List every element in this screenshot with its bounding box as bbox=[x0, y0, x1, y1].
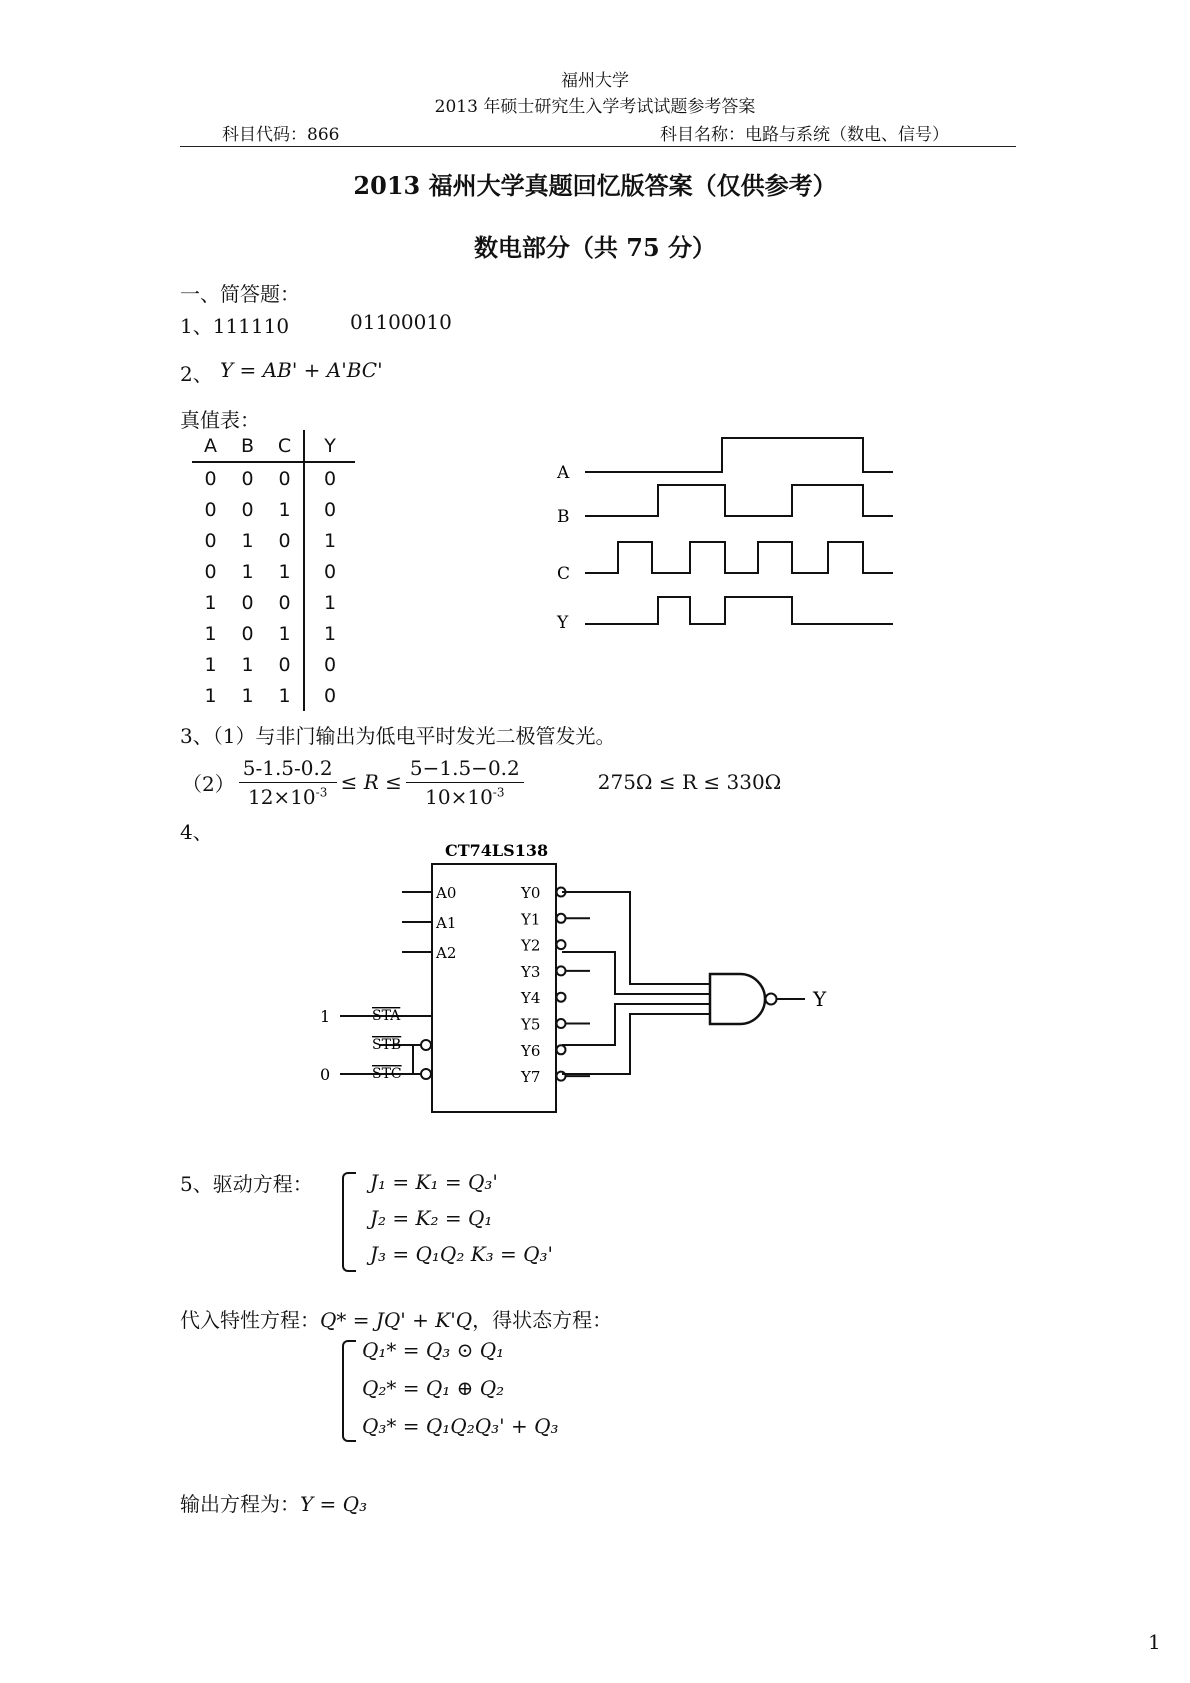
truth-table-header-cell: Y bbox=[304, 430, 355, 462]
stbc-value: 0 bbox=[320, 1065, 331, 1084]
output-bubble-y6 bbox=[557, 1045, 566, 1054]
truth-table-cell: 1 bbox=[241, 653, 254, 676]
truth-table-cell: 0 bbox=[304, 556, 355, 587]
waveform-y bbox=[585, 597, 893, 624]
state-eq-3: Q₃* = Q₁Q₂Q₃' + Q₃ bbox=[362, 1414, 559, 1438]
truth-table-cell: 0 bbox=[278, 467, 291, 490]
university-name: 福州大学 bbox=[561, 71, 629, 91]
input-a1: A1 bbox=[436, 914, 457, 932]
truth-table-cell: 1 bbox=[278, 622, 291, 645]
nand-gate bbox=[710, 974, 765, 1024]
q1-heading: 一、简答题： bbox=[180, 282, 300, 306]
truth-table-cell: 0 bbox=[241, 591, 254, 614]
subject-code: 科目代码：866 bbox=[222, 125, 340, 145]
sta-value: 1 bbox=[320, 1007, 331, 1026]
state-eq-2: Q₂* = Q₁ ⊕ Q₂ bbox=[362, 1376, 505, 1400]
truth-table-header-cell: C bbox=[266, 430, 304, 462]
truth-table-cell: 1 bbox=[204, 622, 217, 645]
drive-eq-1: J₁ = K₁ = Q₃' bbox=[370, 1170, 498, 1194]
output-bubble-y2 bbox=[557, 940, 566, 949]
truth-table-cell: 0 bbox=[241, 498, 254, 521]
truth-table-cell: 0 bbox=[204, 498, 217, 521]
truth-table-cell: 1 bbox=[204, 684, 217, 707]
enable-sta: STA bbox=[372, 1008, 401, 1024]
page-number: 1 bbox=[1148, 1630, 1161, 1654]
waveform-c bbox=[585, 542, 893, 573]
truth-table-header-cell: B bbox=[229, 430, 266, 462]
truth-table-cell: 0 bbox=[304, 649, 355, 680]
fraction-2-numerator: 5−1.5−0.2 bbox=[406, 756, 524, 783]
truth-table-row bbox=[192, 494, 355, 525]
truth-table-header-cell: A bbox=[192, 430, 229, 462]
output-bubble-y4 bbox=[557, 993, 566, 1002]
output-bubble-y1 bbox=[557, 914, 566, 923]
header-rule bbox=[180, 146, 1016, 147]
state-eq-1: Q₁* = Q₃ ⊙ Q₁ bbox=[362, 1338, 505, 1362]
truth-table-cell: 1 bbox=[278, 684, 291, 707]
waveform-label-y: Y bbox=[557, 613, 569, 630]
output-bubble-y5 bbox=[557, 1019, 566, 1028]
truth-table-cell: 0 bbox=[204, 560, 217, 583]
truth-table-cell: 1 bbox=[304, 618, 355, 649]
q4-label: 4、 bbox=[180, 820, 213, 844]
enable-stc: STC bbox=[372, 1066, 402, 1082]
output-eq-prefix: 输出方程为： bbox=[180, 1492, 300, 1516]
truth-table-label: 真值表： bbox=[180, 408, 260, 432]
truth-table-row bbox=[192, 587, 355, 618]
truth-table bbox=[192, 430, 355, 711]
output-bubble-y7 bbox=[557, 1072, 566, 1081]
truth-table-cell: 0 bbox=[241, 467, 254, 490]
timing-diagram bbox=[545, 430, 905, 630]
state-eq-brace bbox=[342, 1340, 356, 1442]
fraction-2 bbox=[406, 756, 524, 809]
chip-name: CT74LS138 bbox=[445, 841, 549, 860]
drive-eq-3: J₃ = Q₁Q₂ K₃ = Q₃' bbox=[370, 1242, 554, 1266]
fraction-1-den-base: 12×10 bbox=[247, 784, 316, 809]
truth-table-cell: 0 bbox=[241, 622, 254, 645]
output-bubble-y3 bbox=[557, 966, 566, 975]
output-label-y6: Y6 bbox=[521, 1041, 541, 1060]
fraction-1-denominator bbox=[239, 783, 337, 809]
output-label-y7: Y7 bbox=[521, 1068, 541, 1087]
fraction-1-numerator: 5-1.5-0.2 bbox=[239, 756, 337, 783]
truth-table-cell: 1 bbox=[204, 591, 217, 614]
drive-eq-2: J₂ = K₂ = Q₁ bbox=[370, 1206, 493, 1230]
truth-table-header bbox=[192, 430, 355, 462]
enable-stb: STB bbox=[372, 1037, 402, 1053]
truth-table-row bbox=[192, 649, 355, 680]
truth-table-cell: 0 bbox=[278, 653, 291, 676]
fraction-2-denominator bbox=[406, 783, 524, 809]
q1-line1: 1、111110 bbox=[180, 314, 290, 338]
output-label-y5: Y5 bbox=[521, 1015, 541, 1034]
q3-part2 bbox=[182, 752, 781, 812]
truth-table-cell: 0 bbox=[304, 462, 355, 494]
q5-label: 5、驱动方程： bbox=[180, 1172, 313, 1196]
fraction-2-den-exp: -3 bbox=[492, 784, 505, 799]
truth-table-cell: 0 bbox=[304, 680, 355, 711]
input-a2: A2 bbox=[436, 944, 457, 962]
truth-table-row bbox=[192, 556, 355, 587]
truth-table-row bbox=[192, 525, 355, 556]
truth-table-cell: 1 bbox=[204, 653, 217, 676]
truth-table-cell: 1 bbox=[241, 684, 254, 707]
q3-inequality: ≤ R ≤ bbox=[340, 770, 402, 794]
q3-result: 275Ω ≤ R ≤ 330Ω bbox=[597, 770, 782, 794]
gate-output-label: Y bbox=[813, 987, 827, 1011]
truth-table-cell: 1 bbox=[241, 529, 254, 552]
input-a0: A0 bbox=[436, 884, 457, 902]
q1-line1-value: 01100010 bbox=[350, 310, 452, 334]
truth-table-cell: 1 bbox=[304, 525, 355, 556]
truth-table-cell: 0 bbox=[204, 529, 217, 552]
output-eq: Y = Q₃ bbox=[300, 1492, 368, 1516]
truth-table-cell: 0 bbox=[278, 591, 291, 614]
waveform-label-b: B bbox=[557, 507, 570, 527]
fraction-2-den-base: 10×10 bbox=[425, 784, 493, 809]
output-label-y1: Y1 bbox=[521, 910, 541, 929]
char-eq-line bbox=[180, 1304, 612, 1333]
truth-table-cell: 1 bbox=[278, 498, 291, 521]
q2-number: 2、 bbox=[180, 362, 213, 386]
truth-table-cell: 1 bbox=[241, 560, 254, 583]
fraction-1-den-exp: -3 bbox=[315, 784, 328, 799]
output-label-y2: Y2 bbox=[521, 936, 541, 955]
char-eq-suffix: ，得状态方程： bbox=[472, 1308, 613, 1332]
drive-eq-brace bbox=[342, 1172, 356, 1272]
exam-title: 2013 年硕士研究生入学考试试题参考答案 bbox=[434, 97, 756, 117]
fraction-1 bbox=[239, 756, 337, 809]
truth-table-row bbox=[192, 618, 355, 649]
decoder-circuit bbox=[300, 838, 860, 1128]
section-title: 数电部分（共 75 分） bbox=[473, 233, 717, 262]
char-eq: Q* = JQ' + K'Q bbox=[320, 1308, 473, 1332]
q2-expression: Y = AB' + A'BC' bbox=[220, 358, 383, 382]
truth-table-cell: 0 bbox=[278, 529, 291, 552]
truth-table-cell: 0 bbox=[204, 467, 217, 490]
truth-table-cell: 1 bbox=[278, 560, 291, 583]
waveform-a bbox=[585, 438, 893, 472]
truth-table-cell: 0 bbox=[304, 494, 355, 525]
truth-table-row bbox=[192, 462, 355, 494]
char-eq-prefix: 代入特性方程： bbox=[180, 1308, 320, 1332]
subject-name: 科目名称：电路与系统（数电、信号） bbox=[660, 125, 949, 145]
q3-part1: 3、（1）与非门输出为低电平时发光二极管发光。 bbox=[180, 724, 616, 748]
truth-table-cell: 1 bbox=[304, 587, 355, 618]
waveform-label-a: A bbox=[557, 463, 570, 483]
output-label-y3: Y3 bbox=[521, 962, 541, 981]
truth-table-row bbox=[192, 680, 355, 711]
main-title: 2013 福州大学真题回忆版答案（仅供参考） bbox=[353, 171, 837, 200]
output-eq-line bbox=[180, 1488, 367, 1517]
nand-bubble bbox=[766, 994, 777, 1005]
output-label-y4: Y4 bbox=[521, 989, 541, 1008]
waveform-label-c: C bbox=[557, 564, 571, 584]
waveform-b bbox=[585, 485, 893, 516]
q3-part2-label: （2） bbox=[182, 771, 235, 796]
output-label-y0: Y0 bbox=[521, 884, 541, 902]
